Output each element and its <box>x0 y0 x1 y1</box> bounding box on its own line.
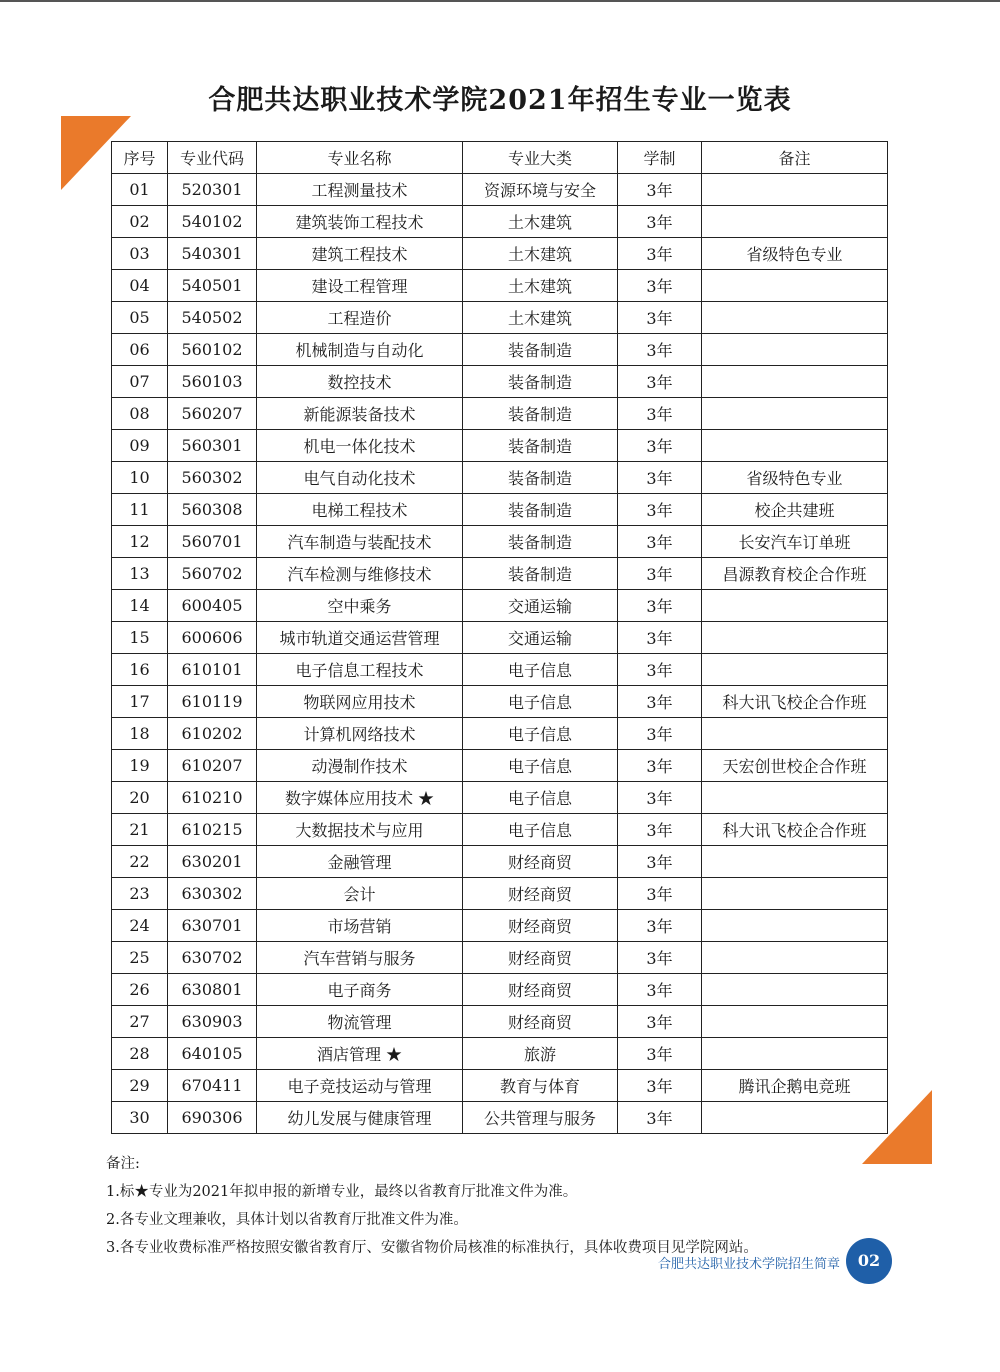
cell-duration: 3年 <box>618 1038 702 1070</box>
notes-heading: 备注: <box>106 1156 140 1172</box>
cell-remarks: 省级特色专业 <box>702 238 888 270</box>
table-row <box>112 238 888 270</box>
cell-remarks <box>702 398 888 430</box>
cell-major-name: 建筑工程技术 <box>257 238 463 270</box>
cell-code: 690306 <box>168 1102 257 1134</box>
cell-index: 11 <box>112 494 168 526</box>
cell-category: 装备制造 <box>463 366 618 398</box>
cell-duration: 3年 <box>618 750 702 782</box>
table-row <box>112 718 888 750</box>
cell-code: 560207 <box>168 398 257 430</box>
cell-major-name: 电子信息工程技术 <box>257 654 463 686</box>
page-number-badge: 02 <box>846 1238 892 1284</box>
cell-major-name: 汽车检测与维修技术 <box>257 558 463 590</box>
cell-index: 20 <box>112 782 168 814</box>
cell-category: 交通运输 <box>463 622 618 654</box>
cell-duration: 3年 <box>618 494 702 526</box>
cell-index: 10 <box>112 462 168 494</box>
table-row <box>112 1006 888 1038</box>
cell-major-name: 幼儿发展与健康管理 <box>257 1102 463 1134</box>
cell-duration: 3年 <box>618 238 702 270</box>
cell-duration: 3年 <box>618 526 702 558</box>
page-title: 合肥共达职业技术学院2021年招生专业一览表 <box>208 85 792 116</box>
cell-code: 600405 <box>168 590 257 622</box>
cell-index: 22 <box>112 846 168 878</box>
cell-duration: 3年 <box>618 270 702 302</box>
cell-duration: 3年 <box>618 942 702 974</box>
cell-duration: 3年 <box>618 174 702 206</box>
table-body <box>112 174 888 1134</box>
cell-index: 05 <box>112 302 168 334</box>
cell-code: 610207 <box>168 750 257 782</box>
note-item: 1.标★专业为2021年拟申报的新增专业，最终以省教育厅批准文件为准。 <box>106 1184 578 1200</box>
cell-major-name: 工程造价 <box>257 302 463 334</box>
cell-category: 装备制造 <box>463 526 618 558</box>
cell-major-name: 动漫制作技术 <box>257 750 463 782</box>
cell-remarks <box>702 878 888 910</box>
cell-index: 29 <box>112 1070 168 1102</box>
table-row <box>112 590 888 622</box>
cell-code: 560301 <box>168 430 257 462</box>
cell-index: 04 <box>112 270 168 302</box>
cell-code: 630903 <box>168 1006 257 1038</box>
cell-remarks <box>702 622 888 654</box>
note-item: 3.各专业收费标准严格按照安徽省教育厅、安徽省物价局核准的标准执行，具体收费项目见学院网站。 <box>106 1240 758 1256</box>
cell-remarks: 腾讯企鹅电竞班 <box>702 1070 888 1102</box>
cell-duration: 3年 <box>618 206 702 238</box>
cell-index: 15 <box>112 622 168 654</box>
header-remarks: 备注 <box>702 142 888 174</box>
cell-major-name: 城市轨道交通运营管理 <box>257 622 463 654</box>
cell-duration: 3年 <box>618 814 702 846</box>
cell-major-name: 电子竞技运动与管理 <box>257 1070 463 1102</box>
cell-duration: 3年 <box>618 1102 702 1134</box>
cell-major-name: 市场营销 <box>257 910 463 942</box>
cell-code: 640105 <box>168 1038 257 1070</box>
cell-index: 14 <box>112 590 168 622</box>
table-row <box>112 750 888 782</box>
cell-remarks <box>702 974 888 1006</box>
cell-remarks: 天宏创世校企合作班 <box>702 750 888 782</box>
cell-remarks <box>702 846 888 878</box>
cell-duration: 3年 <box>618 1006 702 1038</box>
table-row <box>112 686 888 718</box>
cell-duration: 3年 <box>618 430 702 462</box>
cell-category: 土木建筑 <box>463 238 618 270</box>
cell-duration: 3年 <box>618 302 702 334</box>
cell-category: 电子信息 <box>463 718 618 750</box>
cell-category: 土木建筑 <box>463 270 618 302</box>
cell-code: 560302 <box>168 462 257 494</box>
cell-code: 540102 <box>168 206 257 238</box>
cell-code: 610210 <box>168 782 257 814</box>
cell-index: 09 <box>112 430 168 462</box>
cell-index: 19 <box>112 750 168 782</box>
cell-remarks: 长安汽车订单班 <box>702 526 888 558</box>
cell-category: 装备制造 <box>463 430 618 462</box>
cell-remarks <box>702 1006 888 1038</box>
cell-index: 25 <box>112 942 168 974</box>
table-row <box>112 878 888 910</box>
cell-duration: 3年 <box>618 718 702 750</box>
table-row <box>112 622 888 654</box>
cell-index: 24 <box>112 910 168 942</box>
cell-category: 财经商贸 <box>463 846 618 878</box>
cell-duration: 3年 <box>618 1070 702 1102</box>
cell-major-name: 工程测量技术 <box>257 174 463 206</box>
cell-remarks: 昌源教育校企合作班 <box>702 558 888 590</box>
table-row <box>112 398 888 430</box>
cell-code: 630701 <box>168 910 257 942</box>
cell-category: 土木建筑 <box>463 302 618 334</box>
table-row <box>112 654 888 686</box>
cell-duration: 3年 <box>618 590 702 622</box>
cell-category: 财经商贸 <box>463 910 618 942</box>
cell-index: 03 <box>112 238 168 270</box>
cell-code: 630302 <box>168 878 257 910</box>
table-row <box>112 494 888 526</box>
cell-category: 公共管理与服务 <box>463 1102 618 1134</box>
cell-category: 电子信息 <box>463 750 618 782</box>
cell-category: 电子信息 <box>463 814 618 846</box>
cell-code: 560102 <box>168 334 257 366</box>
cell-index: 01 <box>112 174 168 206</box>
cell-duration: 3年 <box>618 462 702 494</box>
cell-code: 610101 <box>168 654 257 686</box>
cell-major-name: 机电一体化技术 <box>257 430 463 462</box>
notes-section <box>106 1150 926 1262</box>
cell-code: 670411 <box>168 1070 257 1102</box>
header-major-name: 专业名称 <box>257 142 463 174</box>
cell-duration: 3年 <box>618 878 702 910</box>
table-row <box>112 974 888 1006</box>
cell-remarks <box>702 1102 888 1134</box>
cell-code: 560701 <box>168 526 257 558</box>
cell-major-name: 物流管理 <box>257 1006 463 1038</box>
cell-major-name: 建设工程管理 <box>257 270 463 302</box>
top-border-line <box>0 0 1000 2</box>
cell-index: 26 <box>112 974 168 1006</box>
cell-remarks <box>702 654 888 686</box>
table-row <box>112 334 888 366</box>
table-row <box>112 430 888 462</box>
cell-remarks <box>702 366 888 398</box>
cell-duration: 3年 <box>618 782 702 814</box>
cell-major-name: 大数据技术与应用 <box>257 814 463 846</box>
table-row <box>112 526 888 558</box>
table-row <box>112 1102 888 1134</box>
cell-code: 630801 <box>168 974 257 1006</box>
cell-index: 17 <box>112 686 168 718</box>
table-row <box>112 302 888 334</box>
cell-category: 旅游 <box>463 1038 618 1070</box>
cell-index: 28 <box>112 1038 168 1070</box>
cell-category: 土木建筑 <box>463 206 618 238</box>
table-row <box>112 814 888 846</box>
cell-code: 560103 <box>168 366 257 398</box>
cell-duration: 3年 <box>618 366 702 398</box>
cell-category: 财经商贸 <box>463 1006 618 1038</box>
cell-index: 02 <box>112 206 168 238</box>
cell-category: 装备制造 <box>463 462 618 494</box>
cell-duration: 3年 <box>618 334 702 366</box>
cell-major-name: 空中乘务 <box>257 590 463 622</box>
cell-major-name: 电子商务 <box>257 974 463 1006</box>
majors-table <box>111 141 888 1134</box>
cell-code: 540501 <box>168 270 257 302</box>
cell-code: 630201 <box>168 846 257 878</box>
cell-major-name: 酒店管理 ★ <box>257 1038 463 1070</box>
table-row <box>112 174 888 206</box>
table-row <box>112 782 888 814</box>
cell-major-name: 机械制造与自动化 <box>257 334 463 366</box>
cell-index: 07 <box>112 366 168 398</box>
table-row <box>112 1070 888 1102</box>
cell-major-name: 金融管理 <box>257 846 463 878</box>
cell-category: 财经商贸 <box>463 974 618 1006</box>
cell-duration: 3年 <box>618 622 702 654</box>
footer-brochure-title: 合肥共达职业技术学院招生简章 <box>657 1257 840 1272</box>
cell-remarks: 科大讯飞校企合作班 <box>702 814 888 846</box>
cell-major-name: 电气自动化技术 <box>257 462 463 494</box>
cell-code: 540502 <box>168 302 257 334</box>
cell-category: 财经商贸 <box>463 942 618 974</box>
cell-duration: 3年 <box>618 686 702 718</box>
cell-duration: 3年 <box>618 558 702 590</box>
table-row <box>112 846 888 878</box>
cell-code: 630702 <box>168 942 257 974</box>
table-row <box>112 462 888 494</box>
cell-major-name: 汽车制造与装配技术 <box>257 526 463 558</box>
table-row <box>112 558 888 590</box>
cell-duration: 3年 <box>618 846 702 878</box>
cell-major-name: 新能源装备技术 <box>257 398 463 430</box>
cell-category: 交通运输 <box>463 590 618 622</box>
cell-major-name: 会计 <box>257 878 463 910</box>
cell-major-name: 数控技术 <box>257 366 463 398</box>
cell-category: 资源环境与安全 <box>463 174 618 206</box>
cell-code: 560308 <box>168 494 257 526</box>
cell-remarks <box>702 270 888 302</box>
cell-category: 装备制造 <box>463 494 618 526</box>
cell-major-name: 汽车营销与服务 <box>257 942 463 974</box>
cell-index: 27 <box>112 1006 168 1038</box>
cell-remarks <box>702 590 888 622</box>
cell-category: 教育与体育 <box>463 1070 618 1102</box>
cell-index: 16 <box>112 654 168 686</box>
cell-code: 610202 <box>168 718 257 750</box>
table-row <box>112 206 888 238</box>
table-row <box>112 910 888 942</box>
cell-index: 08 <box>112 398 168 430</box>
header-code: 专业代码 <box>168 142 257 174</box>
cell-remarks <box>702 174 888 206</box>
cell-remarks <box>702 302 888 334</box>
table-row <box>112 366 888 398</box>
cell-remarks <box>702 718 888 750</box>
cell-major-name: 建筑装饰工程技术 <box>257 206 463 238</box>
cell-index: 06 <box>112 334 168 366</box>
cell-duration: 3年 <box>618 910 702 942</box>
table-row <box>112 942 888 974</box>
cell-duration: 3年 <box>618 654 702 686</box>
table-row <box>112 270 888 302</box>
cell-category: 装备制造 <box>463 558 618 590</box>
cell-duration: 3年 <box>618 398 702 430</box>
table-row <box>112 1038 888 1070</box>
cell-category: 财经商贸 <box>463 878 618 910</box>
cell-remarks <box>702 206 888 238</box>
cell-remarks <box>702 782 888 814</box>
cell-category: 电子信息 <box>463 654 618 686</box>
cell-major-name: 电梯工程技术 <box>257 494 463 526</box>
cell-category: 装备制造 <box>463 398 618 430</box>
cell-code: 600606 <box>168 622 257 654</box>
cell-remarks: 校企共建班 <box>702 494 888 526</box>
cell-category: 装备制造 <box>463 334 618 366</box>
cell-remarks <box>702 910 888 942</box>
cell-code: 560702 <box>168 558 257 590</box>
cell-major-name: 物联网应用技术 <box>257 686 463 718</box>
cell-code: 610119 <box>168 686 257 718</box>
cell-code: 520301 <box>168 174 257 206</box>
cell-index: 12 <box>112 526 168 558</box>
cell-remarks <box>702 942 888 974</box>
header-duration: 学制 <box>618 142 702 174</box>
cell-index: 13 <box>112 558 168 590</box>
cell-index: 23 <box>112 878 168 910</box>
table-header-row <box>112 142 888 174</box>
note-item: 2.各专业文理兼收，具体计划以省教育厅批准文件为准。 <box>106 1212 468 1228</box>
header-category: 专业大类 <box>463 142 618 174</box>
cell-remarks: 省级特色专业 <box>702 462 888 494</box>
cell-index: 18 <box>112 718 168 750</box>
cell-index: 30 <box>112 1102 168 1134</box>
cell-remarks <box>702 430 888 462</box>
cell-major-name: 计算机网络技术 <box>257 718 463 750</box>
header-index: 序号 <box>112 142 168 174</box>
cell-duration: 3年 <box>618 974 702 1006</box>
cell-major-name: 数字媒体应用技术 ★ <box>257 782 463 814</box>
cell-index: 21 <box>112 814 168 846</box>
cell-category: 电子信息 <box>463 782 618 814</box>
cell-remarks: 科大讯飞校企合作班 <box>702 686 888 718</box>
cell-code: 610215 <box>168 814 257 846</box>
cell-remarks <box>702 1038 888 1070</box>
cell-code: 540301 <box>168 238 257 270</box>
cell-category: 电子信息 <box>463 686 618 718</box>
cell-remarks <box>702 334 888 366</box>
